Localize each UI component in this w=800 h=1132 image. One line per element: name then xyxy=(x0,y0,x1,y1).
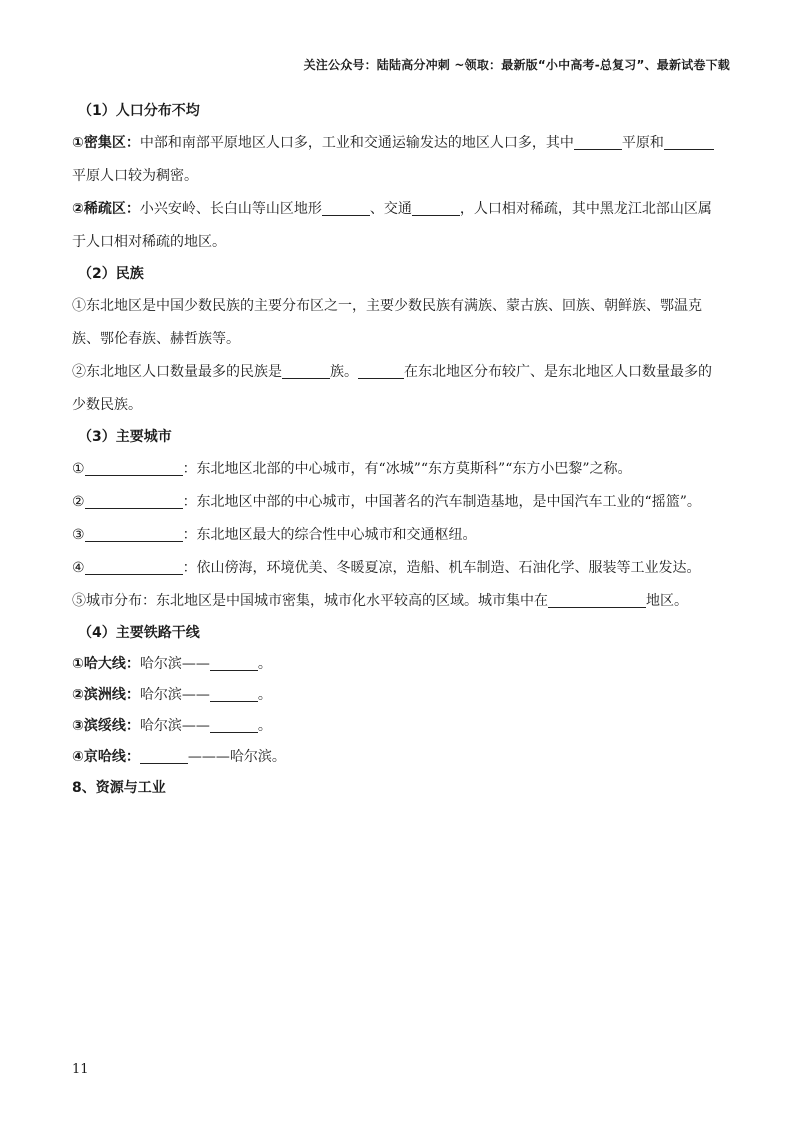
answer-blank[interactable] xyxy=(322,199,370,216)
railway-item: ③滨绥线：哈尔滨—— 。 xyxy=(72,718,272,734)
answer-blank[interactable] xyxy=(412,199,460,216)
answer-blank[interactable] xyxy=(85,459,183,476)
page-header: 关注公众号：陆陆高分冲刺 ~领取：最新版“小中高考-总复习”、最新试卷下载 xyxy=(303,58,730,72)
city-item: ② ：东北地区中部的中心城市，中国著名的汽车制造基地，是中国汽车工业的“摇篮”。 xyxy=(72,494,701,510)
answer-blank[interactable] xyxy=(664,133,714,150)
population-heading: （1）人口分布不均 xyxy=(78,103,200,119)
dense-label: ①密集区： xyxy=(72,135,140,151)
city-item: ③ ：东北地区最大的综合性中心城市和交通枢纽。 xyxy=(72,527,477,543)
railway-item: ①哈大线：哈尔滨—— 。 xyxy=(72,656,272,672)
ethnic-heading: （2）民族 xyxy=(78,266,144,282)
ethnic-line-4: 少数民族。 xyxy=(72,397,142,413)
ethnic-line-2: 族、鄂伦春族、赫哲族等。 xyxy=(72,331,240,347)
ethnic-line-3: ②东北地区人口数量最多的民族是 族。 在东北地区分布较广、是东北地区人口数量最多的 xyxy=(72,364,712,380)
city-item: ① ：东北地区北部的中心城市，有“冰城”“东方莫斯科”“东方小巴黎”之称。 xyxy=(72,461,632,477)
answer-blank[interactable] xyxy=(210,654,258,671)
ethnic-line-1: ①东北地区是中国少数民族的主要分布区之一，主要少数民族有满族、蒙古族、回族、朝鲜族、鄂温克 xyxy=(72,298,702,314)
answer-blank[interactable] xyxy=(574,133,622,150)
answer-blank[interactable] xyxy=(210,685,258,702)
answer-blank[interactable] xyxy=(358,362,404,379)
section-8-heading: 8、资源与工业 xyxy=(72,780,166,796)
answer-blank[interactable] xyxy=(548,591,646,608)
answer-blank[interactable] xyxy=(140,747,188,764)
dense-area-line: ①密集区：中部和南部平原地区人口多，工业和交通运输发达的地区人口多，其中 平原和 xyxy=(72,127,732,160)
railways-heading: （4）主要铁路干线 xyxy=(78,625,200,641)
answer-blank[interactable] xyxy=(282,362,330,379)
answer-blank[interactable] xyxy=(85,525,183,542)
city-distribution: ⑤城市分布：东北地区是中国城市密集，城市化水平较高的区域。城市集中在 地区。 xyxy=(72,593,688,609)
city-item: ④ ：依山傍海，环境优美、冬暖夏凉，造船、机车制造、石油化学、服装等工业发达。 xyxy=(72,560,701,576)
dense-area-line-2: 平原人口较为稠密。 xyxy=(72,168,198,184)
railway-item: ④京哈线： ———哈尔滨。 xyxy=(72,749,286,765)
railway-item: ②滨洲线：哈尔滨—— 。 xyxy=(72,687,272,703)
page-number: 11 xyxy=(72,1062,89,1077)
document-body xyxy=(72,96,732,804)
answer-blank[interactable] xyxy=(85,558,183,575)
sparse-label: ②稀疏区： xyxy=(72,201,140,217)
cities-heading: （3）主要城市 xyxy=(78,429,172,445)
answer-blank[interactable] xyxy=(210,716,258,733)
sparse-area-line: ②稀疏区：小兴安岭、长白山等山区地形 、交通 ，人口相对稀疏，其中黑龙江北部山区属 xyxy=(72,201,712,217)
answer-blank[interactable] xyxy=(85,492,183,509)
sparse-area-line-2: 于人口相对稀疏的地区。 xyxy=(72,234,226,250)
